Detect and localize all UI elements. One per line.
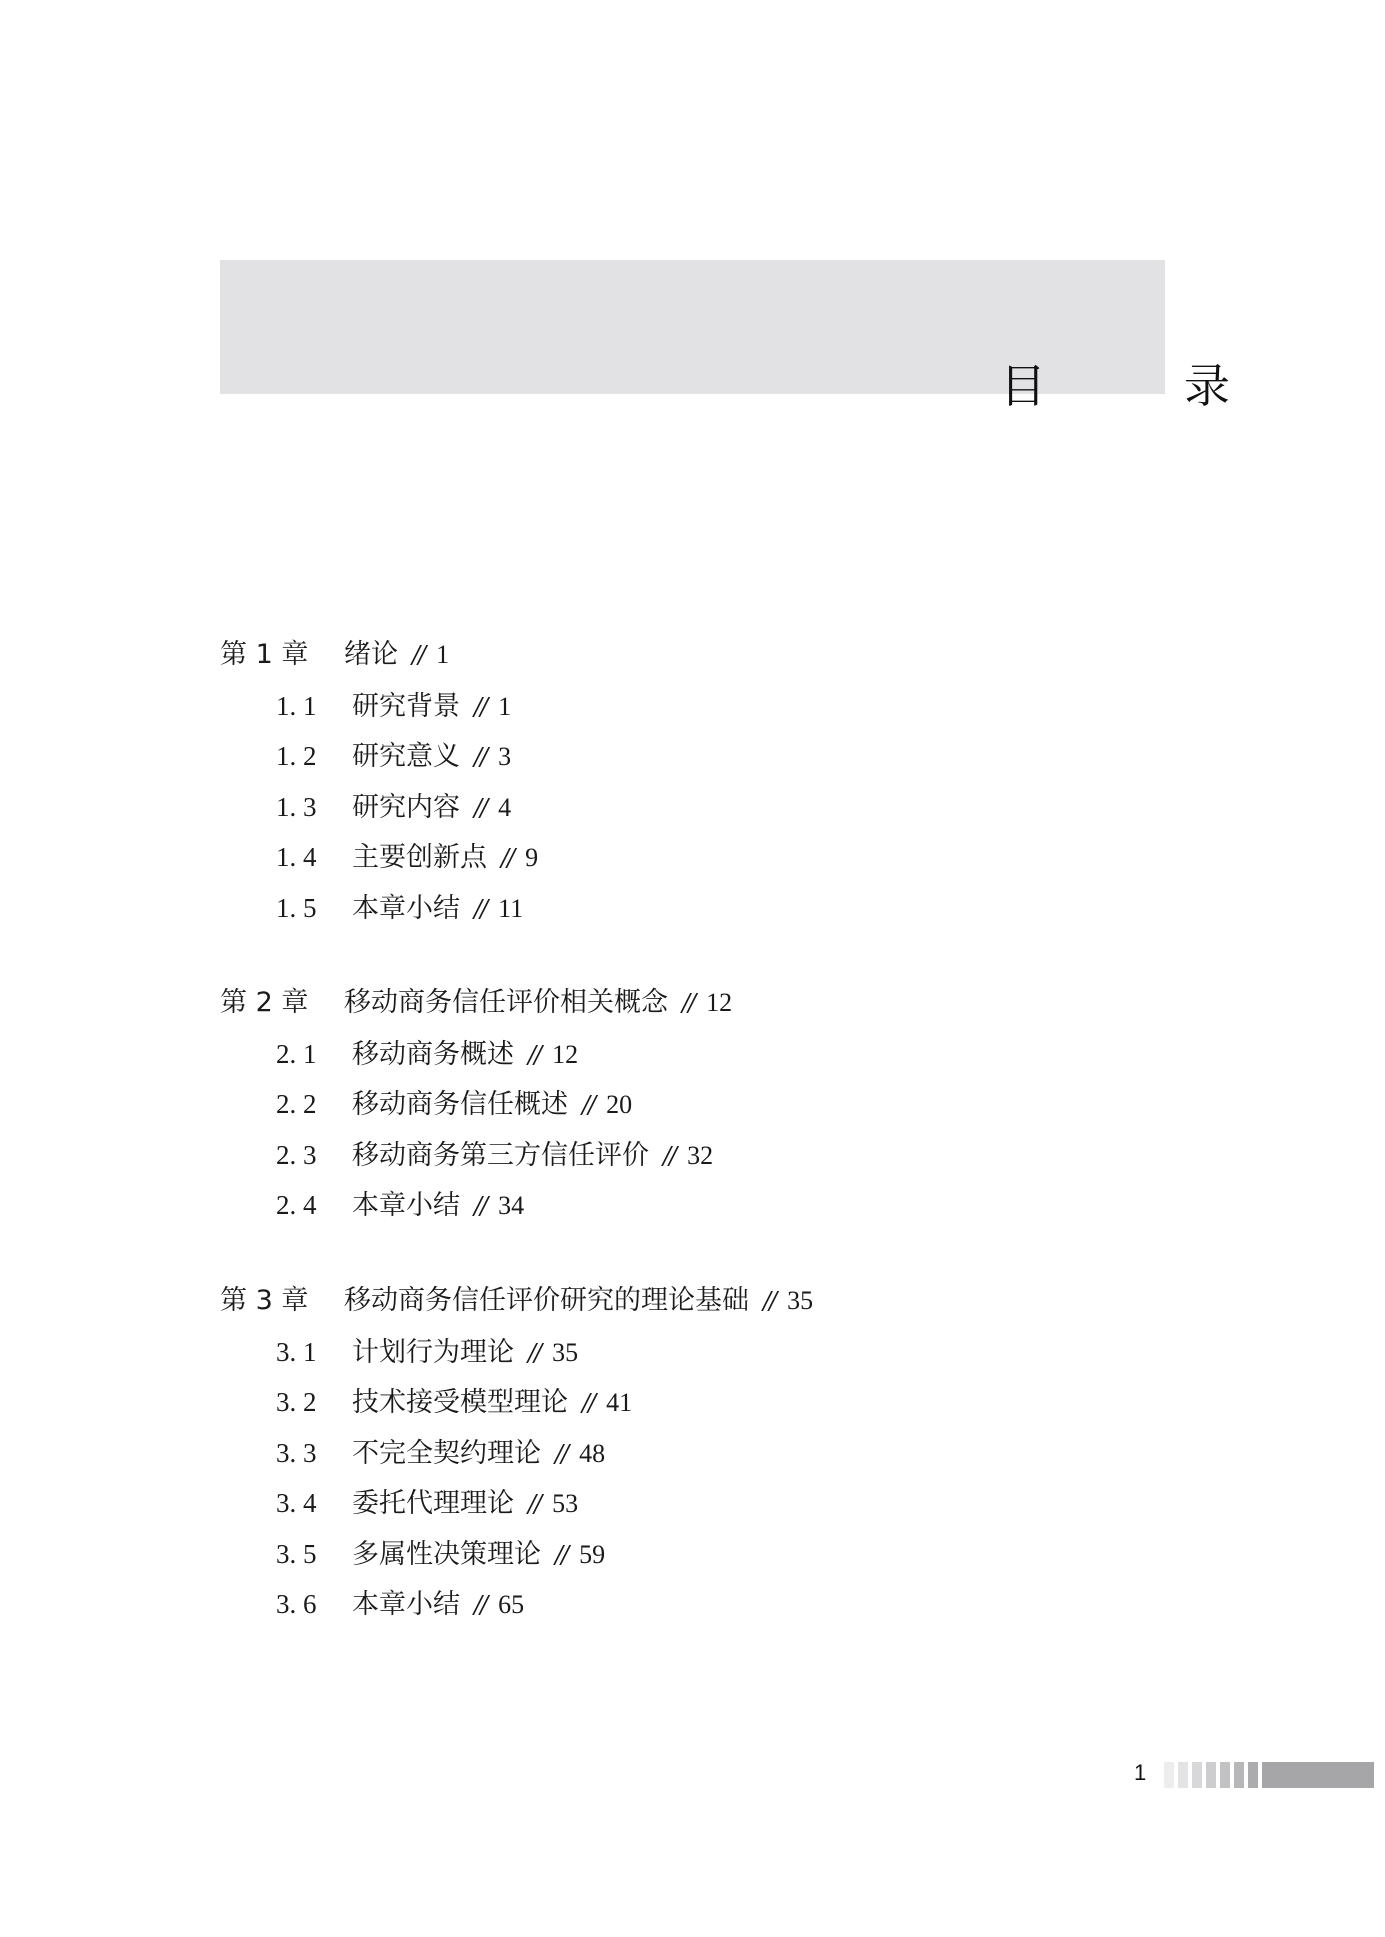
toc-section-entry[interactable] bbox=[276, 840, 538, 874]
toc-section-entry[interactable] bbox=[276, 1188, 524, 1222]
section-number: 3. 1 bbox=[276, 1337, 317, 1367]
page-separator: // bbox=[528, 1339, 541, 1367]
section-title: 移动商务概述 bbox=[352, 1039, 514, 1070]
section-title: 移动商务第三方信任评价 bbox=[352, 1140, 649, 1171]
page-separator: // bbox=[474, 1192, 487, 1220]
section-page: 11 bbox=[498, 894, 524, 923]
section-page: 4 bbox=[498, 793, 512, 822]
section-page: 53 bbox=[552, 1489, 579, 1518]
section-number: 1. 2 bbox=[276, 741, 317, 771]
page-separator: // bbox=[474, 693, 487, 721]
toc-section-entry[interactable] bbox=[276, 689, 511, 723]
toc-section-entry[interactable] bbox=[276, 1587, 524, 1621]
section-title: 计划行为理论 bbox=[352, 1337, 514, 1368]
section-page: 9 bbox=[525, 843, 539, 872]
toc-chapter-entry[interactable] bbox=[220, 638, 449, 672]
section-page: 3 bbox=[498, 742, 512, 771]
page-separator: // bbox=[501, 844, 514, 872]
section-title: 本章小结 bbox=[352, 893, 460, 924]
section-title: 研究背景 bbox=[352, 691, 460, 722]
footer-bar-block bbox=[1248, 1762, 1258, 1788]
page-separator: // bbox=[555, 1440, 568, 1468]
section-page: 1 bbox=[498, 692, 512, 721]
footer-bar-block bbox=[1164, 1762, 1174, 1788]
chapter-number: 第 1 章 bbox=[220, 639, 309, 670]
chapter-page: 12 bbox=[706, 988, 733, 1017]
section-title: 本章小结 bbox=[352, 1589, 460, 1620]
section-title: 本章小结 bbox=[352, 1190, 460, 1221]
section-number: 1. 3 bbox=[276, 792, 317, 822]
page-separator: // bbox=[582, 1389, 595, 1417]
page-separator: // bbox=[412, 641, 425, 669]
toc-section-entry[interactable] bbox=[276, 1385, 632, 1419]
section-page: 65 bbox=[498, 1590, 525, 1619]
footer-bar-block bbox=[1192, 1762, 1202, 1788]
chapter-page: 35 bbox=[787, 1286, 814, 1315]
page-separator: // bbox=[474, 743, 487, 771]
toc-section-entry[interactable] bbox=[276, 1138, 713, 1172]
section-number: 2. 2 bbox=[276, 1089, 317, 1119]
section-number: 1. 4 bbox=[276, 842, 317, 872]
section-number: 2. 4 bbox=[276, 1190, 317, 1220]
section-page: 12 bbox=[552, 1040, 579, 1069]
page-separator: // bbox=[582, 1091, 595, 1119]
section-page: 48 bbox=[579, 1439, 606, 1468]
section-number: 3. 5 bbox=[276, 1539, 317, 1569]
page-separator: // bbox=[528, 1490, 541, 1518]
toc-section-entry[interactable] bbox=[276, 1087, 632, 1121]
page-separator: // bbox=[474, 1591, 487, 1619]
section-title: 委托代理理论 bbox=[352, 1488, 514, 1519]
footer-decoration-bar bbox=[1164, 1762, 1374, 1788]
section-title: 多属性决策理论 bbox=[352, 1539, 541, 1570]
chapter-number: 第 3 章 bbox=[220, 1285, 309, 1316]
section-number: 1. 5 bbox=[276, 893, 317, 923]
page-number: 1 bbox=[1134, 1760, 1147, 1785]
toc-section-entry[interactable] bbox=[276, 1335, 578, 1369]
chapter-number: 第 2 章 bbox=[220, 987, 309, 1018]
section-number: 3. 4 bbox=[276, 1488, 317, 1518]
page-separator: // bbox=[528, 1041, 541, 1069]
section-page: 59 bbox=[579, 1540, 606, 1569]
toc-chapter-entry[interactable] bbox=[220, 986, 732, 1020]
section-number: 2. 3 bbox=[276, 1140, 317, 1170]
chapter-title: 移动商务信任评价研究的理论基础 bbox=[344, 1285, 749, 1316]
section-page: 35 bbox=[552, 1338, 579, 1367]
section-title: 研究内容 bbox=[352, 792, 460, 823]
section-number: 2. 1 bbox=[276, 1039, 317, 1069]
toc-section-entry[interactable] bbox=[276, 891, 523, 925]
chapter-title: 绪论 bbox=[344, 639, 398, 670]
footer-bar-block bbox=[1234, 1762, 1244, 1788]
page-separator: // bbox=[663, 1142, 676, 1170]
chapter-page: 1 bbox=[436, 640, 450, 669]
chapter-title: 移动商务信任评价相关概念 bbox=[344, 987, 668, 1018]
toc-section-entry[interactable] bbox=[276, 1436, 605, 1470]
page-separator: // bbox=[474, 895, 487, 923]
section-page: 20 bbox=[606, 1090, 633, 1119]
page-separator: // bbox=[555, 1541, 568, 1569]
section-page: 32 bbox=[687, 1141, 714, 1170]
toc-section-entry[interactable] bbox=[276, 1486, 578, 1520]
section-number: 3. 6 bbox=[276, 1589, 317, 1619]
footer-bar-block bbox=[1206, 1762, 1216, 1788]
section-title: 不完全契约理论 bbox=[352, 1438, 541, 1469]
footer-bar-long-block bbox=[1262, 1762, 1374, 1788]
toc-chapter-entry[interactable] bbox=[220, 1284, 813, 1318]
page-title: 目 录 bbox=[1000, 359, 1276, 413]
section-number: 1. 1 bbox=[276, 691, 317, 721]
toc-section-entry[interactable] bbox=[276, 1037, 578, 1071]
page-separator: // bbox=[474, 794, 487, 822]
section-title: 技术接受模型理论 bbox=[352, 1387, 568, 1418]
section-page: 34 bbox=[498, 1191, 525, 1220]
page-separator: // bbox=[763, 1287, 776, 1315]
footer-bar-block bbox=[1178, 1762, 1188, 1788]
section-title: 主要创新点 bbox=[352, 842, 487, 873]
section-title: 研究意义 bbox=[352, 741, 460, 772]
section-number: 3. 2 bbox=[276, 1387, 317, 1417]
section-page: 41 bbox=[606, 1388, 633, 1417]
toc-section-entry[interactable] bbox=[276, 739, 511, 773]
footer-bar-block bbox=[1220, 1762, 1230, 1788]
section-number: 3. 3 bbox=[276, 1438, 317, 1468]
toc-section-entry[interactable] bbox=[276, 1537, 605, 1571]
page-separator: // bbox=[682, 989, 695, 1017]
toc-section-entry[interactable] bbox=[276, 790, 511, 824]
section-title: 移动商务信任概述 bbox=[352, 1089, 568, 1120]
